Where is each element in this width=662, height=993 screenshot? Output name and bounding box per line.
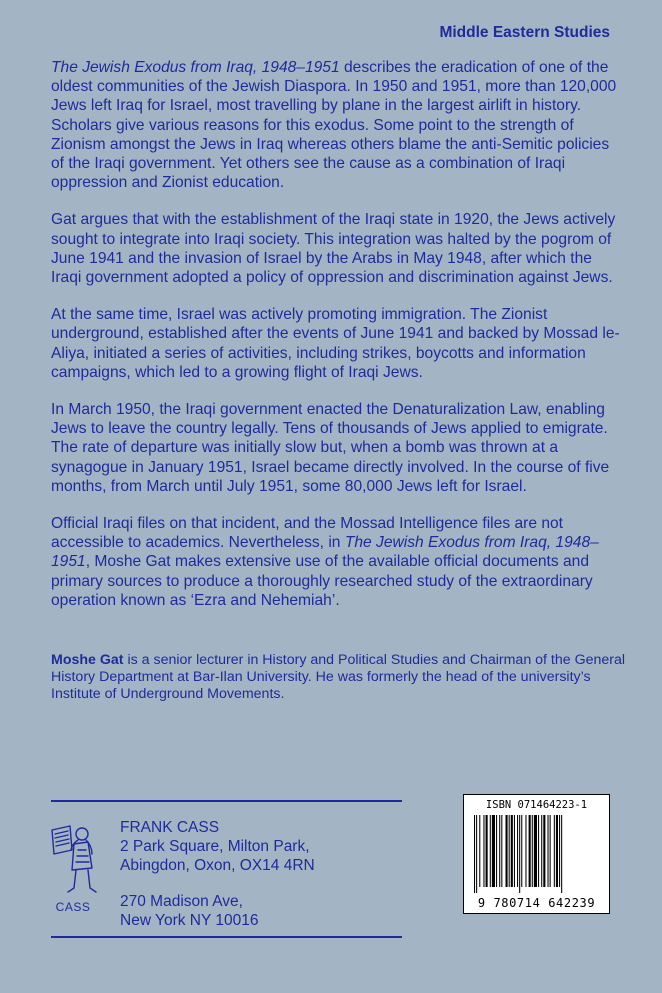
barcode-bar — [499, 815, 500, 887]
barcode-bar — [492, 815, 495, 887]
logo-wordmark: CASS — [55, 900, 91, 914]
barcode-bar — [550, 815, 551, 887]
publisher-name: FRANK CASS — [120, 819, 220, 836]
blurb-paragraph-4: In March 1950, the Iraqi government enacted the Denaturalization Law, enabling Jews to leave the country legally. Tens of thousands of Jews applied to emigrate. The rate of departure was initially slow but, when a bomb was thrown at a synagogue in January 1951, Israel became directly involved. In the course of five months, from March until July 1951, some 80,000 Jews left for Israel. — [51, 401, 610, 495]
barcode-bar — [541, 815, 542, 887]
barcode-bar — [483, 815, 484, 887]
scribe-figure-icon — [42, 820, 104, 900]
publisher-address — [120, 818, 315, 930]
barcode-bar — [561, 815, 562, 893]
barcode-bar — [556, 815, 558, 887]
barcode-bar — [486, 815, 488, 887]
bottom-divider — [51, 936, 402, 938]
author-bio — [51, 652, 626, 703]
barcode-bar — [525, 815, 526, 887]
book-title: The Jewish Exodus from Iraq, 1948–1951 — [51, 59, 340, 76]
back-cover-blurb — [51, 58, 621, 628]
address-line: Abingdon, Oxon, OX14 4RN — [120, 857, 315, 874]
isbn-barcode — [463, 794, 610, 914]
barcode-bar — [509, 815, 510, 887]
blurb-paragraph-1 — [51, 58, 621, 192]
barcode-bar — [548, 815, 549, 887]
barcode-bar — [514, 815, 515, 887]
barcode-bar — [529, 815, 531, 887]
barcode-bar — [496, 815, 497, 887]
ean-digits: 9 780714 642239 — [477, 896, 596, 910]
barcode-bar — [501, 815, 502, 887]
barcode-bars — [472, 815, 602, 893]
blurb-text: , Moshe Gat makes extensive use of the available official documents and primary sources to produce a thoroughly researched study of the extraordinary operation known as ‘Ezra and Nehemiah’. — [51, 553, 593, 609]
blurb-paragraph-3: At the same time, Israel was actively promoting immigration. The Zionist underground, established after the events of June 1941 and backed by Mossad le-Aliya, initiated a series of activities, including strikes, boycotts and information campaigns, which led to a growing flight of Iraqi Jews. — [51, 306, 620, 381]
barcode-bar — [476, 815, 477, 893]
barcode-bar — [517, 815, 518, 887]
barcode-bar — [479, 815, 480, 887]
series-title: Middle Eastern Studies — [439, 24, 610, 41]
publisher-logo — [42, 820, 104, 914]
blurb-paragraph-2: Gat argues that with the establishment of the Iraqi state in 1920, the Jews actively sought to integrate into Iraqi society. This integration was halted by the pogrom of June 1941 and the invasion of Israel by the Arabs in May 1948, after which the Iraqi government adopted a policy of oppression and discrimination against Jews. — [51, 211, 616, 287]
book-title: The Jewish Exodus from Iraq, 1948–1951 — [51, 534, 599, 571]
address-line: 270 Madison Ave, — [120, 893, 243, 910]
barcode-bar — [490, 815, 491, 887]
top-divider — [51, 800, 402, 802]
blurb-paragraph-5 — [51, 514, 621, 610]
barcode-bar — [532, 815, 533, 887]
isbn-label: ISBN 071464223-1 — [485, 799, 588, 811]
address-line: New York NY 10016 — [120, 912, 259, 929]
blurb-text: describes the eradication of one of the oldest communities of the Jewish Diaspora. In 1950 and 1951, more than 120,000 Jews left Iraq for Israel, most travelling by plane in the largest airlift in history. Scholars give various reasons for this exodus. Some point to the strength of Zionism amongst the Jews in Iraq whereas others blame the anti-Semitic policies of the Iraqi government. Yet others see the cause as a combination of Iraqi oppression and Zionist education. — [51, 59, 617, 192]
barcode-bar — [511, 815, 513, 887]
barcode-bar — [521, 815, 522, 887]
author-bio-text: is a senior lecturer in History and Political Studies and Chairman of the General History Department at Bar-Ilan University. He was formerly the head of the university’s Institute of Underground Movements. — [51, 652, 626, 702]
barcode-bar — [554, 815, 555, 887]
author-name: Moshe Gat — [51, 652, 124, 668]
barcode-bar — [559, 815, 560, 887]
barcode-bar — [534, 815, 537, 887]
barcode-bar — [506, 815, 508, 887]
barcode-bar — [543, 815, 545, 887]
barcode-bar — [474, 815, 475, 893]
barcode-bar — [538, 815, 539, 887]
barcode-bar — [519, 815, 520, 893]
blurb-text: Official Iraqi files on that incident, and the Mossad Intelligence files are not accessible to academics. Nevertheless, in — [51, 515, 563, 552]
address-line: 2 Park Square, Milton Park, — [120, 838, 310, 855]
